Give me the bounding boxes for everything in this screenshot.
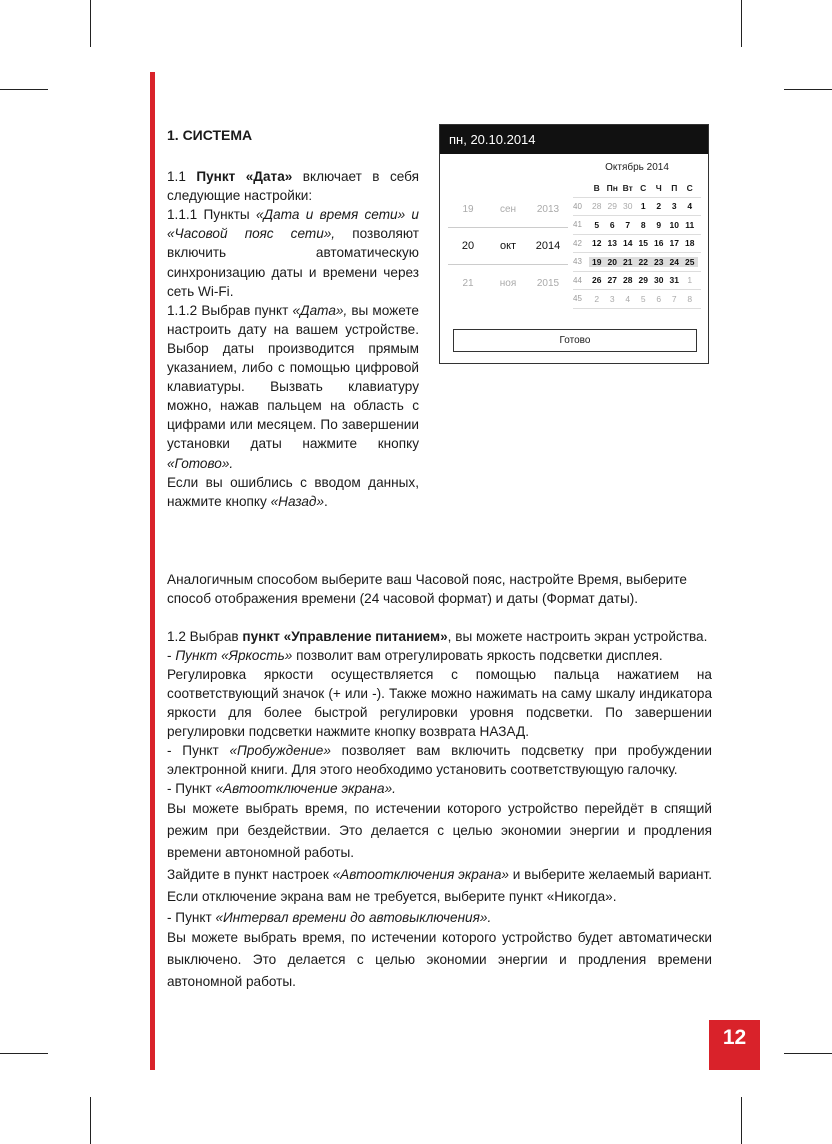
interval-text: Вы можете выбрать время, по истечении которого устройство будет автоматически выключено. Это делается с целью экономии энергии и продления времени автономной работы. xyxy=(167,930,712,989)
paragraph-1-1 xyxy=(167,167,419,205)
text: позволяют включить автоматическую синхронизацию даты и времени через сеть Wi-Fi. xyxy=(167,226,419,299)
italic-text: «Интервал времени до автовыключения». xyxy=(215,910,492,925)
text: вы можете настроить дату на вашем устройстве. Выбор даты производится прямым указанием, либо с помощью цифровой клавиатуры. Вызвать клавиатуру можно, нажав пальцем на область с цифрами или месяцем. По завершении установки даты нажмите кнопку xyxy=(167,302,419,452)
italic-text: «Готово». xyxy=(167,455,234,471)
text: 1.2 Выбрав xyxy=(167,629,243,644)
week-number: 44 xyxy=(573,275,582,285)
crop-mark xyxy=(784,89,832,90)
paragraph-1-2 xyxy=(167,627,712,646)
calendar-day[interactable]: 10 xyxy=(669,219,679,230)
calendar-day[interactable]: 6 xyxy=(609,219,615,230)
text: 1.1 xyxy=(167,169,197,185)
system-section xyxy=(167,126,419,511)
calendar-day[interactable]: 4 xyxy=(625,293,631,304)
calendar-day[interactable]: 8 xyxy=(640,219,646,230)
date-settings-screenshot xyxy=(439,124,709,364)
calendar-day[interactable]: 16 xyxy=(654,238,664,249)
done-button[interactable]: Готово xyxy=(453,329,697,352)
bold-text: пункт «Управление питанием» xyxy=(242,629,448,644)
calendar-week-row xyxy=(573,235,701,254)
calendar-day[interactable]: 19 xyxy=(589,257,605,267)
week-number: 41 xyxy=(573,220,582,230)
paragraph-back xyxy=(167,473,419,511)
auto-off-text: Вы можете выбрать время, по истечении которого устройство перейдёт в спящий режим при бездействии. Это делается с целью экономии энергии и продления времени автономной работы. xyxy=(167,801,712,860)
calendar-day[interactable]: 6 xyxy=(656,293,662,304)
calendar-day[interactable]: 9 xyxy=(656,219,662,230)
brightness-item xyxy=(167,646,712,665)
calendar-day[interactable]: 3 xyxy=(609,293,615,304)
calendar-day[interactable]: 14 xyxy=(623,238,633,249)
wheel-month[interactable]: окт xyxy=(499,240,517,252)
calendar-week-row xyxy=(573,216,701,235)
calendar-day[interactable]: 23 xyxy=(651,257,667,267)
wheel-month[interactable]: ноя xyxy=(499,277,517,289)
calendar-day[interactable]: 22 xyxy=(636,257,652,267)
accent-bar xyxy=(150,72,155,1070)
intro-text: Аналогичным способом выберите ваш Часовой пояс, настройте Время, выберите способ отображения времени (24 часовой формат) и даты (Формат даты). xyxy=(167,572,687,606)
bold-text: Пункт «Дата» xyxy=(196,169,293,185)
calendar-day[interactable]: 2 xyxy=(656,201,662,212)
weekday: Ч xyxy=(655,182,662,193)
calendar-day[interactable]: 20 xyxy=(605,257,621,267)
brightness-text: Регулировка яркости осуществляется с помощью пальца нажатием на соответствующий значок (+ или -). Также можно нажимать на саму шкалу индикатора яркости для более быстрой регулировки уровня подсветки. По завершении регулировки подсветки нажмите кнопку возврата НАЗАД. xyxy=(167,667,712,739)
paragraph-1-1-2 xyxy=(167,301,419,473)
crop-mark xyxy=(0,89,48,90)
weekday: П xyxy=(671,182,678,193)
week-number: 43 xyxy=(573,257,582,267)
week-number: 45 xyxy=(573,294,582,304)
calendar-day[interactable]: 18 xyxy=(685,238,695,249)
week-number: 42 xyxy=(573,238,582,248)
calendar-title: Октябрь 2014 xyxy=(605,162,669,173)
weekday: Вт xyxy=(622,182,633,193)
calendar-weeks xyxy=(573,198,701,309)
calendar-day[interactable]: 2 xyxy=(594,293,600,304)
intro-paragraph xyxy=(167,570,712,608)
calendar-day[interactable]: 28 xyxy=(623,275,633,286)
calendar-day[interactable]: 5 xyxy=(594,219,600,230)
wake-item xyxy=(167,741,712,779)
wheel-row xyxy=(448,265,568,301)
calendar-day[interactable]: 1 xyxy=(687,275,693,286)
calendar-week-row xyxy=(573,290,701,309)
text: - xyxy=(167,648,176,663)
text: Если вы ошиблись с вводом данных, нажмите кнопку xyxy=(167,474,419,509)
calendar-day[interactable]: 31 xyxy=(669,275,679,286)
text: . xyxy=(324,493,328,509)
calendar-day[interactable]: 30 xyxy=(654,275,664,286)
weekday: Пн xyxy=(606,182,618,193)
wheel-row-selected xyxy=(448,227,568,265)
wheel-year[interactable]: 2013 xyxy=(536,203,560,215)
page-number: 12 xyxy=(709,1020,760,1070)
text: - Пункт xyxy=(167,910,216,925)
wheel-year[interactable]: 2015 xyxy=(536,277,560,289)
crop-mark xyxy=(90,1097,91,1144)
crop-mark xyxy=(90,0,91,47)
calendar-day[interactable]: 17 xyxy=(669,238,679,249)
italic-text: Пункт «Яркость» xyxy=(175,648,293,663)
wheel-day[interactable]: 21 xyxy=(462,277,474,289)
italic-text: «Автоотключение экрана». xyxy=(215,781,396,796)
wheel-year[interactable]: 2014 xyxy=(535,240,561,252)
text: позволит вам отрегулировать яркость подсветки дисплея. xyxy=(292,648,663,663)
date-wheels xyxy=(448,191,568,301)
calendar-day[interactable]: 12 xyxy=(592,238,602,249)
wheel-row xyxy=(448,191,568,227)
italic-text: «Дата и время сети» и «Часовой пояс сети», xyxy=(167,207,419,242)
italic-text: «Дата», xyxy=(292,302,348,318)
calendar-day[interactable]: 26 xyxy=(592,275,602,286)
interval-item xyxy=(167,908,712,927)
calendar-day[interactable]: 21 xyxy=(620,257,636,267)
date-header: пн, 20.10.2014 xyxy=(440,125,708,154)
calendar-day[interactable]: 28 xyxy=(592,201,602,212)
wheel-day[interactable]: 19 xyxy=(462,203,474,215)
auto-off-goto xyxy=(167,864,712,908)
text: включает в себя следующие настройки: xyxy=(167,169,419,204)
wheel-month[interactable]: сен xyxy=(499,203,517,215)
text: - Пункт xyxy=(167,743,230,758)
calendar-day[interactable]: 30 xyxy=(623,201,633,212)
calendar-day[interactable]: 4 xyxy=(687,201,693,212)
text: , вы можете настроить экран устройства. xyxy=(447,629,708,644)
text: 1.1.1 Пункты xyxy=(167,207,256,223)
calendar-day[interactable]: 3 xyxy=(671,201,677,212)
crop-mark xyxy=(741,0,742,47)
italic-text: «Автоотключения экрана» xyxy=(332,867,509,882)
text: и выберите желаемый вариант. Если отключение экрана вам не требуется, выберите пункт «Никогда». xyxy=(167,867,712,904)
week-number: 40 xyxy=(573,201,582,211)
weekday-header xyxy=(573,179,701,198)
italic-text: «Назад» xyxy=(270,493,325,509)
calendar-day[interactable]: 13 xyxy=(607,238,617,249)
section-title: 1. СИСТЕМА xyxy=(167,127,253,143)
text: позволяет вам включить подсветку при пробуждении электронной книги. Для этого необходимо установить соответствующую галочку. xyxy=(167,743,712,777)
calendar-day[interactable]: 29 xyxy=(607,201,617,212)
crop-mark xyxy=(784,1053,832,1054)
calendar-day[interactable]: 27 xyxy=(607,275,617,286)
calendar-day[interactable]: 7 xyxy=(625,219,631,230)
text: 1.1.2 Выбрав пункт xyxy=(167,302,293,318)
calendar-day[interactable]: 8 xyxy=(687,293,693,304)
weekday: В xyxy=(593,182,600,193)
calendar-week-row xyxy=(573,272,701,291)
power-section xyxy=(167,627,712,993)
calendar-week-row xyxy=(573,253,701,272)
italic-text: «Пробуждение» xyxy=(229,743,331,758)
calendar-day[interactable]: 15 xyxy=(638,238,648,249)
calendar xyxy=(573,162,701,309)
calendar-day[interactable]: 7 xyxy=(671,293,677,304)
crop-mark xyxy=(741,1097,742,1144)
text: - Пункт xyxy=(167,781,216,796)
calendar-day[interactable]: 29 xyxy=(638,275,648,286)
calendar-day[interactable]: 5 xyxy=(640,293,646,304)
auto-off-item xyxy=(167,779,712,798)
calendar-day[interactable]: 11 xyxy=(685,219,695,230)
weekday: С xyxy=(640,182,647,193)
paragraph-1-1-1 xyxy=(167,205,419,300)
calendar-day[interactable]: 25 xyxy=(682,257,698,267)
text: Зайдите в пункт настроек xyxy=(167,867,333,882)
calendar-week-row xyxy=(573,198,701,217)
wheel-day[interactable]: 20 xyxy=(461,240,475,252)
calendar-day[interactable]: 24 xyxy=(667,257,683,267)
crop-mark xyxy=(0,1053,48,1054)
weekday: С xyxy=(686,182,693,193)
calendar-day[interactable]: 1 xyxy=(640,201,646,212)
